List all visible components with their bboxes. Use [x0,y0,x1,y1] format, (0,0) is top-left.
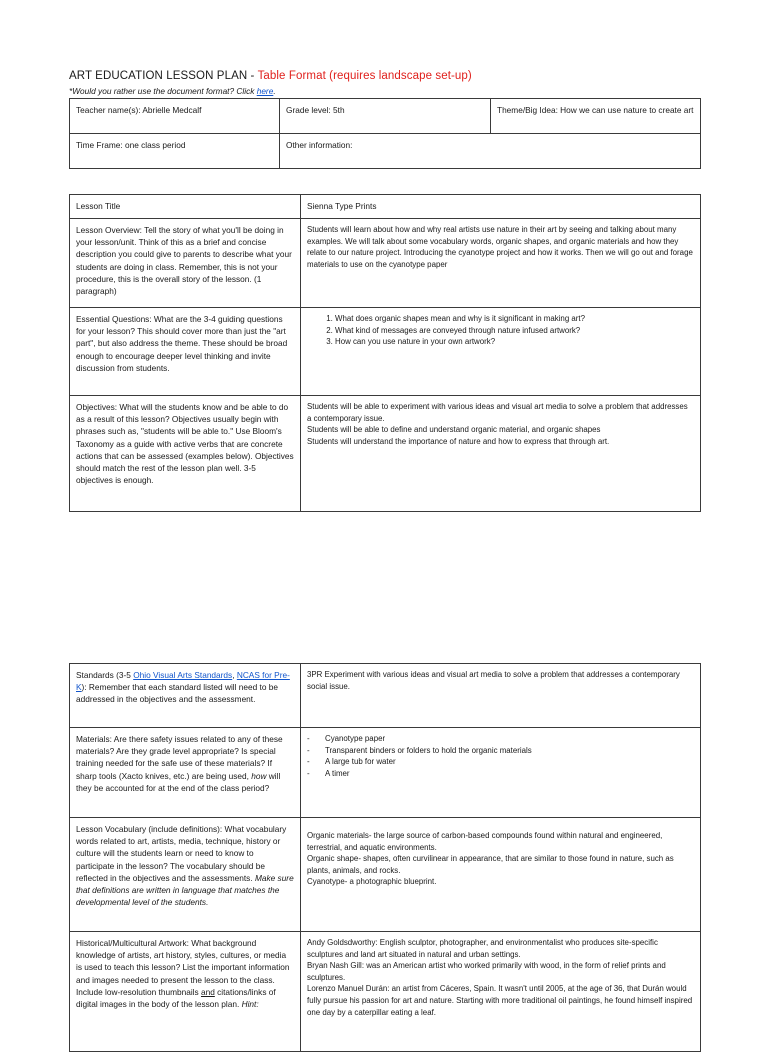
list-item: Cyanotype- a photographic blueprint. [307,877,437,887]
ohio-standards-link[interactable]: Ohio Visual Arts Standards [133,670,233,680]
info-table [69,98,701,169]
list-item: Andy Goldsdworthy: English sculptor, photographer, and environmentalist who produces site-specific sculptures and land art situated in natural and urban settings. [307,938,658,959]
ncas-prek-link[interactable]: NCAS for Pre-K [76,670,290,693]
materials-list [307,733,694,779]
list-item: 2. What kind of messages are conveyed through nature infused artwork? [335,325,694,337]
list-item: - A timer [325,768,694,780]
materials-value [301,728,701,818]
list-item: Bryan Nash Gill: was an American artist who worked primarily with wood, in the form of relief prints and sculptures. [307,961,666,982]
standards-table [69,663,701,1052]
teacher-name-cell: Teacher name(s): Abrielle Medcalf [70,99,280,134]
list-item: Students will understand the importance of nature and how to express that through art. [307,436,610,446]
time-frame-cell: Time Frame: one class period [70,134,280,169]
overview-label: Lesson Overview: Tell the story of what you'll be doing in your lesson/unit. Think of this as a brief and concise description you could give to parents to describe what your students are doing in class. Remember, this is not your procedure, this is the overall story of the lesson. (1 paragraph) [70,219,301,308]
document-format-link[interactable]: here [256,86,274,96]
title-format-note: Table Format (requires landscape set-up) [257,70,472,82]
grade-level-cell: Grade level: 5th [280,99,491,134]
title-main: ART EDUCATION LESSON PLAN - [69,70,258,82]
standards-value: 3PR Experiment with various ideas and visual art media to solve a problem that addresses a contemporary social issue. [301,664,701,728]
lesson-title-value: Sienna Type Prints [301,195,701,219]
list-item: Students will be able to define and understand organic material, and organic shapes [307,425,601,435]
essential-questions-value [301,308,701,396]
list-item: Students will be able to experiment with various ideas and visual art media to solve a problem that addresses a contemporary issue. [307,402,688,423]
theme-cell: Theme/Big Idea: How we can use nature to create art [491,99,701,134]
vocabulary-label: Lesson Vocabulary (include definitions): What vocabulary words related to art, artists, media, technique, history or culture will the students learn or need to know to participate in the lesson? The vocabulary should be reflected in the objectives and the assessments. Make sure that definitions are written in language that matches the developmental level of the students. [70,818,301,932]
list-item: 1. What does organic shapes mean and why is it significant in making art? [335,313,694,325]
document-format-note: *Would you rather use the document format? Click here. [69,86,276,96]
list-item: 3. How can you use nature in your own artwork? [335,336,694,348]
objectives-value [301,396,701,512]
list-item: Organic shape- shapes, often curvilinear in appearance, that are similar to those found in nature, such as plants, animals, and rocks. [307,854,674,875]
list-item: - Transparent binders or folders to hold the organic materials [325,745,694,757]
overview-value: Students will learn about how and why real artists use nature in their art by seeing and talking about many examples. We will talk about some vocabulary words, organic shapes, and organic materials and how they relate to our nature project. Introducing the cyanotype project and how it works. Then we will go out and forage materials to use on the cyanotype paper [301,219,701,308]
essential-questions-list [307,313,694,348]
historical-value [301,932,701,1052]
page-title [69,70,472,82]
list-item: - A large tub for water [325,756,694,768]
vocabulary-value [301,818,701,932]
other-information-cell: Other information: [280,134,701,169]
list-item: - Cyanotype paper [325,733,694,745]
standards-label: Standards (3-5 Ohio Visual Arts Standards, NCAS for Pre-K): Remember that each standard listed will need to be addressed in the objectives and the assessment. [70,664,301,728]
objectives-label: Objectives: What will the students know and be able to do as a result of this lesson? Objectives usually begin with phrases such as, "students will be able to." Use Bloom's Taxonomy as a guide with active verbs that are concrete actions that can be assessed (examples below). Objectives should match the rest of the lesson plan well. 3-5 objectives is enough. [70,396,301,512]
lesson-title-label: Lesson Title [70,195,301,219]
list-item: Lorenzo Manuel Durán: an artist from Cáceres, Spain. It wasn't until 2005, at the age of 36, that Durán would fully pursue his passion for art and nature. Starting with more traditional oil paintings, he found himself inspired one day by a caterpillar eating a leaf. [307,984,693,1017]
list-item: Organic materials- the large source of carbon-based compounds found within natural and engineered, terrestrial, and aquatic environments. [307,831,663,852]
essential-questions-label: Essential Questions: What are the 3-4 guiding questions for your lesson? This should cover more than just the "art part", but also address the theme. These should be broad enough to encourage deeper level thinking and invite discussion from students. [70,308,301,396]
materials-label: Materials: Are there safety issues related to any of these materials? Are they grade level appropriate? Is special training needed for the safe use of these materials? If sharp tools (Xacto knives, etc.) are being used, how will they be accounted for at the end of the class period? [70,728,301,818]
historical-label: Historical/Multicultural Artwork: What background knowledge of artists, art history, styles, cultures, or media is used to teach this lesson? List the important information and images needed to present the lesson to the class. Include low-resolution thumbnails and citations/links of digital images in the body of the lesson plan. Hint: [70,932,301,1052]
lesson-table [69,194,701,512]
